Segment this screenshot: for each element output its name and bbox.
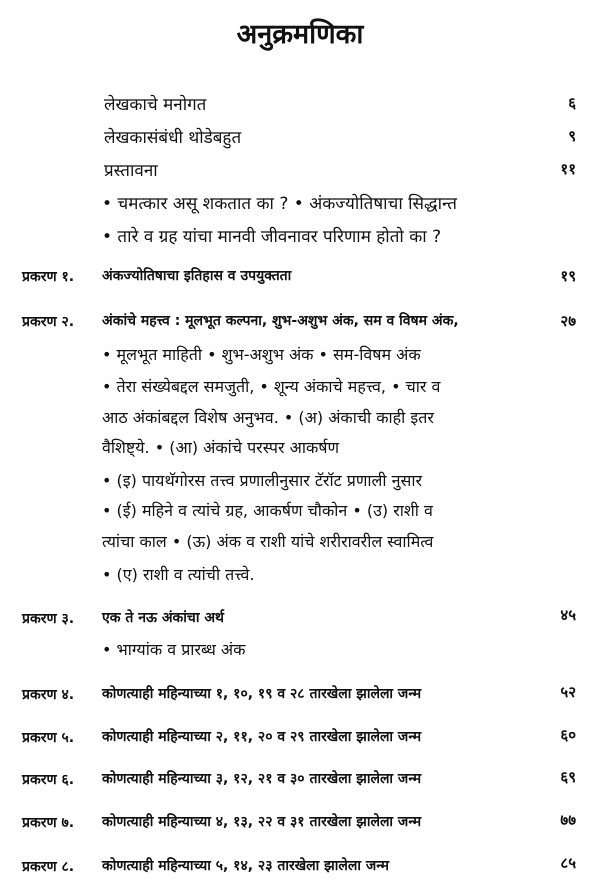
chapter-title: कोणत्याही महिन्याच्या ४, १३, २२ व ३१ तारखेला झालेला जन्म [102, 814, 422, 830]
chapter-label: प्रकरण ४. [22, 687, 75, 703]
chapter-title: कोणत्याही महिन्याच्या २, ११, २० व २९ तारखेला झालेला जन्म [102, 729, 422, 745]
chapter-sub-line: • (ई) महिने व त्यांचे ग्रह, आकर्षण चौकोन • (उ) राशी व [102, 501, 433, 520]
chapter-label: प्रकरण ५. [22, 730, 75, 746]
chapter-page: ५२ [560, 683, 576, 701]
chapter-page: १९ [560, 267, 576, 285]
intro-bullet-line: • तारे व ग्रह यांचा मानवी जीवनावर परिणाम होतो का ? [102, 227, 442, 247]
chapter-sub-line: आठ अंकांबद्दल विशेष अनुभव. • (अ) अंकाची काही इतर [102, 408, 434, 427]
chapter-sub-line: • मूलभूत माहिती • शुभ-अशुभ अंक • सम-विषम अंक [102, 345, 421, 364]
chapter-title: कोणत्याही महिन्याच्या ५, १४, २३ तारखेला झालेला जन्म [102, 858, 390, 874]
chapter-page: ६९ [560, 768, 576, 786]
intro-entry-label: लेखकाचे मनोगत [104, 95, 207, 115]
intro-bullet-line: • चमत्कार असू शकतात का ? • अंकज्योतिषाचा सिद्धान्त [102, 194, 457, 214]
intro-entry-page: ६ [568, 94, 576, 112]
intro-entry-page: ११ [560, 160, 576, 178]
chapter-sub-line: • (इ) पायथॅगोरस तत्त्व प्रणालीनुसार टॅरॉट प्रणाली नुसार [102, 471, 423, 490]
chapter-sub-line: • भाग्यांक व प्रारब्ध अंक [102, 640, 246, 659]
chapter-sub-line: त्यांचा काल • (ऊ) अंक व राशी यांचे शरीरावरील स्वामित्व [102, 532, 434, 551]
chapter-sub-line: • (ए) राशी व त्यांची तत्त्वे. [102, 565, 255, 584]
page-title: अनुक्रमणिका [236, 19, 364, 50]
chapter-label: प्रकरण ३. [22, 611, 75, 627]
chapter-label: प्रकरण ७. [22, 815, 75, 831]
chapter-title: कोणत्याही महिन्याच्या ३, १२, २१ व ३० तारखेला झालेला जन्म [102, 771, 422, 787]
intro-entry-page: ९ [568, 127, 576, 145]
chapter-title: अंकज्योतिषाचा इतिहास व उपयुक्तता [102, 268, 292, 284]
chapter-page: ७७ [560, 811, 576, 829]
chapter-label: प्रकरण २. [22, 314, 75, 330]
intro-entry-label: लेखकासंबंधी थोडेबहुत [104, 128, 242, 148]
chapter-title: अंकांचे महत्त्व : मूलभूत कल्पना, शुभ-अशुभ अंक, सम व विषम अंक, [102, 313, 459, 329]
intro-entry-label: प्रस्तावना [104, 161, 158, 181]
chapter-title: एक ते नऊ अंकांचा अर्थ [102, 610, 224, 626]
chapter-label: प्रकरण ८. [22, 859, 75, 875]
chapter-page: ४५ [560, 606, 576, 624]
chapter-label: प्रकरण १. [22, 269, 75, 285]
chapter-sub-line: वैशिष्ट्ये. • (आ) अंकांचे परस्पर आकर्षण [102, 438, 340, 457]
chapter-page: ८५ [560, 854, 576, 872]
chapter-sub-line: • तेरा संख्येबद्दल समजुती, • शून्य अंकाचे महत्त्व, • चार व [102, 377, 441, 396]
chapter-page: ६० [560, 726, 576, 744]
chapter-title: कोणत्याही महिन्याच्या १, १०, १९ व २८ तारखेला झालेला जन्म [102, 686, 422, 702]
chapter-label: प्रकरण ६. [22, 772, 75, 788]
chapter-page: २७ [560, 312, 576, 330]
